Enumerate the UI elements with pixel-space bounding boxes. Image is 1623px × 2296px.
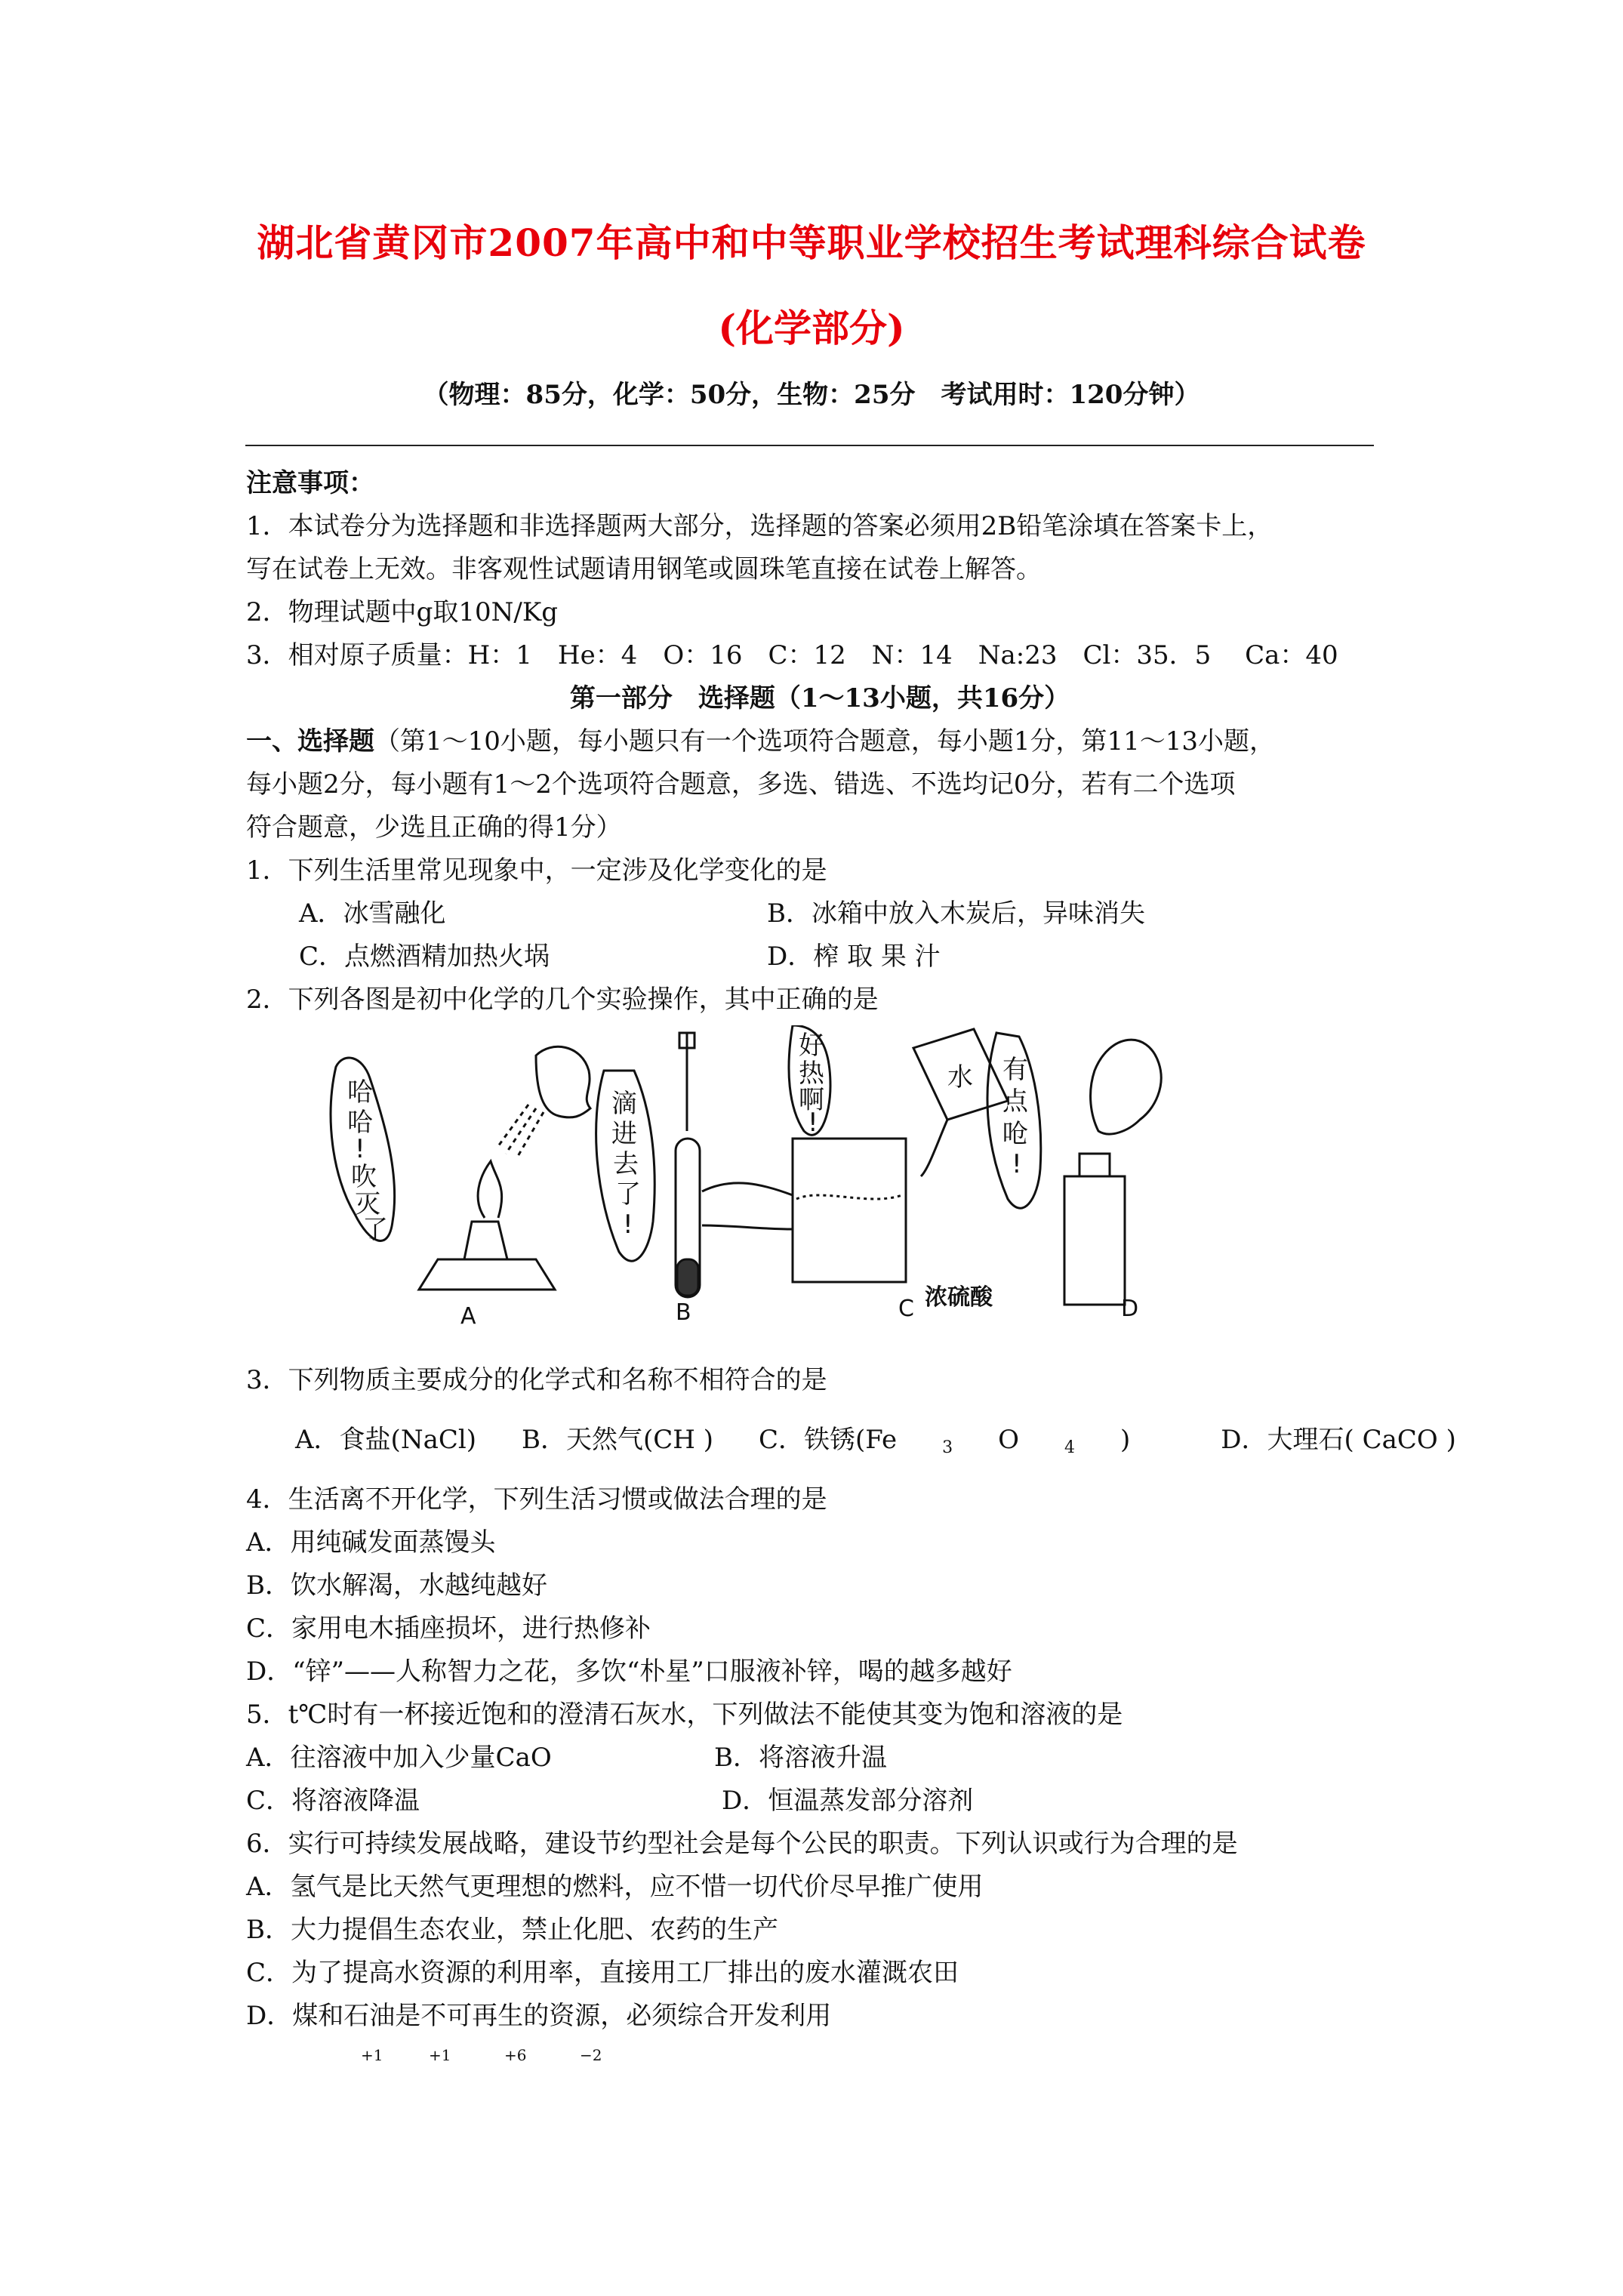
q5-option-a: A．往溶液中加入少量CaO	[246, 1743, 552, 1773]
notes-line: 写在试卷上无效。非客观性试题请用钢笔或圆珠笔直接在试卷上解答。	[246, 554, 1042, 584]
q1-option-c: C．点燃酒精加热火埚	[299, 942, 550, 972]
figure-label-c: C	[898, 1296, 914, 1322]
cup-water-label: 水	[947, 1062, 973, 1093]
bubble-a-text-2: !	[355, 1134, 365, 1164]
valence-charges	[361, 2046, 602, 2064]
face-a	[536, 1046, 590, 1117]
bubble-c-text-2: 啊	[799, 1085, 824, 1115]
q5-options-row	[246, 1780, 1394, 1823]
figure-label-a: A	[460, 1303, 476, 1327]
charge-label: +1	[361, 2046, 383, 2064]
blow-lines	[498, 1105, 544, 1157]
charge-label: −2	[580, 2046, 602, 2064]
bottle	[1064, 1154, 1125, 1305]
bubble-c-text-1: 热	[799, 1059, 824, 1089]
q3-option-c-sub2: 4	[1064, 1438, 1076, 1457]
bubble-a-text-0: 哈	[347, 1077, 373, 1108]
q6-option-b: B．大力提倡生态农业，禁止化肥、农药的生产	[246, 1915, 778, 1945]
lamp-body	[419, 1259, 555, 1290]
notes-line: 2．物理试题中g取10N/Kg	[246, 597, 559, 627]
bubble-c-text-3: !	[808, 1108, 818, 1138]
face-d	[1091, 1040, 1162, 1134]
q3-stem: 3．下列物质主要成分的化学式和名称不相符合的是	[246, 1365, 827, 1395]
acid-label: 浓硫酸	[925, 1284, 993, 1311]
q3-option-c-post: )	[1120, 1425, 1131, 1455]
q1-stem: 1．下列生活里常见现象中，一定涉及化学变化的是	[246, 855, 827, 886]
q3-option-c-pre: C．铁锈(Fe	[759, 1425, 898, 1455]
section-intro-line: 符合题意，少选且正确的得1分）	[246, 812, 622, 843]
bubble-b-text-4: !	[623, 1210, 633, 1240]
q6-stem: 6．实行可持续发展战略，建设节约型社会是每个公民的职责。下列认识或行为合理的是	[246, 1829, 1238, 1859]
bubble-d-text-3: !	[1012, 1149, 1022, 1179]
q4-option-a: A．用纯碱发面蒸馒头	[246, 1527, 496, 1558]
q6-option-c: C．为了提高水资源的利用率，直接用工厂排出的废水灌溉农田	[246, 1958, 959, 1988]
charge-label: +1	[429, 2046, 451, 2064]
q1-option-b: B．冰箱中放入木炭后，异味消失	[767, 898, 1145, 929]
exam-subtitle-part: (化学部分)	[718, 306, 905, 350]
bubble-d-text-1: 点	[1002, 1086, 1028, 1117]
q5-options-row	[246, 1737, 1394, 1780]
bubble-d-text-0: 有	[1002, 1055, 1028, 1085]
section-heading: 第一部分 选择题（1～13小题，共16分）	[569, 683, 1070, 713]
questions-continued	[246, 1359, 1456, 2038]
figure-label-b: B	[676, 1299, 691, 1326]
q3-option-d: D．大理石( CaCO )	[1221, 1425, 1456, 1455]
q6-option-a: A．氢气是比天然气更理想的燃料，应不惜一切代价尽早推广使用	[246, 1872, 984, 1902]
q3-option-c-sub1: 3	[942, 1438, 953, 1457]
charge-label: +6	[504, 2046, 527, 2064]
q4-option-b: B．饮水解渴，水越纯越好	[246, 1570, 547, 1601]
divider	[245, 445, 1374, 446]
bubble-b-text-1: 进	[611, 1119, 637, 1149]
notes-heading: 注意事项：	[246, 468, 374, 498]
bubble-d-text-2: 呛	[1002, 1119, 1028, 1149]
bubble-c-text-0: 好	[799, 1031, 824, 1061]
notes-line: 3．相对原子质量：H：1 He：4 O：16 C：12 N：14 Na:23 Cl：35．5 Ca：40	[246, 640, 1338, 670]
notes-section	[246, 462, 1394, 1022]
section-intro-lead: 一、选择题	[246, 726, 374, 757]
section-intro-line	[246, 720, 1394, 763]
hand	[702, 1183, 793, 1229]
q1-options-row	[246, 935, 1394, 978]
q4-stem: 4．生活离不开化学，下列生活习惯或做法合理的是	[246, 1484, 827, 1515]
q1-option-d: D．榨 取 果 汁	[767, 942, 941, 972]
q6-option-d: D．煤和石油是不可再生的资源，必须综合开发利用	[246, 2001, 832, 2031]
bubble-a-text-5: 了	[362, 1215, 388, 1245]
q3-option-c-mid: O	[998, 1425, 1020, 1455]
figure-label-d: D	[1121, 1296, 1139, 1322]
q5-option-b: B．将溶液升温	[714, 1743, 887, 1773]
score-info: （物理：85分，化学：50分，生物：25分 考试用时：120分钟）	[423, 380, 1200, 410]
q3-option-c	[759, 1419, 1175, 1462]
q2-figure	[310, 1025, 1283, 1327]
q3-option-b: B．天然气(CH )	[522, 1425, 713, 1455]
q5-option-d: D．恒温蒸发部分溶剂	[722, 1786, 974, 1816]
notes-line: 1．本试卷分为选择题和非选择题两大部分，选择题的答案必须用2B铅笔涂填在答案卡上，	[246, 511, 1273, 541]
q3-options-row	[246, 1419, 1456, 1462]
bubble-b-text-0: 滴	[611, 1089, 637, 1119]
exam-title: 湖北省黄冈市2007年高中和中等职业学校招生考试理科综合试卷	[257, 220, 1366, 265]
bubble-b-text-3: 了	[615, 1179, 641, 1210]
bubble-a-text-1: 哈	[347, 1108, 373, 1138]
dropper	[679, 1033, 694, 1131]
q5-stem: 5．t℃时有一杯接近饱和的澄清石灰水，下列做法不能使其变为饱和溶液的是	[246, 1700, 1123, 1730]
section-intro-rest: （第1～10小题，每小题只有一个选项符合题意，每小题1分，第11～13小题，	[374, 726, 1276, 757]
lamp-flame	[478, 1161, 502, 1218]
beaker-c	[793, 1139, 906, 1282]
q1-option-a: A．冰雪融化	[299, 898, 446, 929]
bubble-b-text-2: 去	[613, 1149, 639, 1179]
bubble-a-text-4: 灭	[355, 1189, 380, 1219]
q1-options-row	[246, 892, 1394, 935]
q3-option-a: A．食盐(NaCl)	[295, 1425, 476, 1455]
q4-option-c: C．家用电木插座损坏，进行热修补	[246, 1613, 651, 1644]
experiment-illustrations	[310, 1025, 1283, 1327]
q2-stem: 2．下列各图是初中化学的几个实验操作，其中正确的是	[246, 985, 879, 1015]
section-intro-line: 每小题2分，每小题有1～2个选项符合题意，多选、错选、不选均记0分，若有二个选项	[246, 769, 1236, 800]
bubble-a-text-3: 吹	[351, 1162, 377, 1192]
q4-option-d: D．“锌”——人称智力之花，多饮“朴星”口服液补锌，喝的越多越好	[246, 1657, 1012, 1687]
q5-option-c: C．将溶液降温	[246, 1786, 420, 1816]
